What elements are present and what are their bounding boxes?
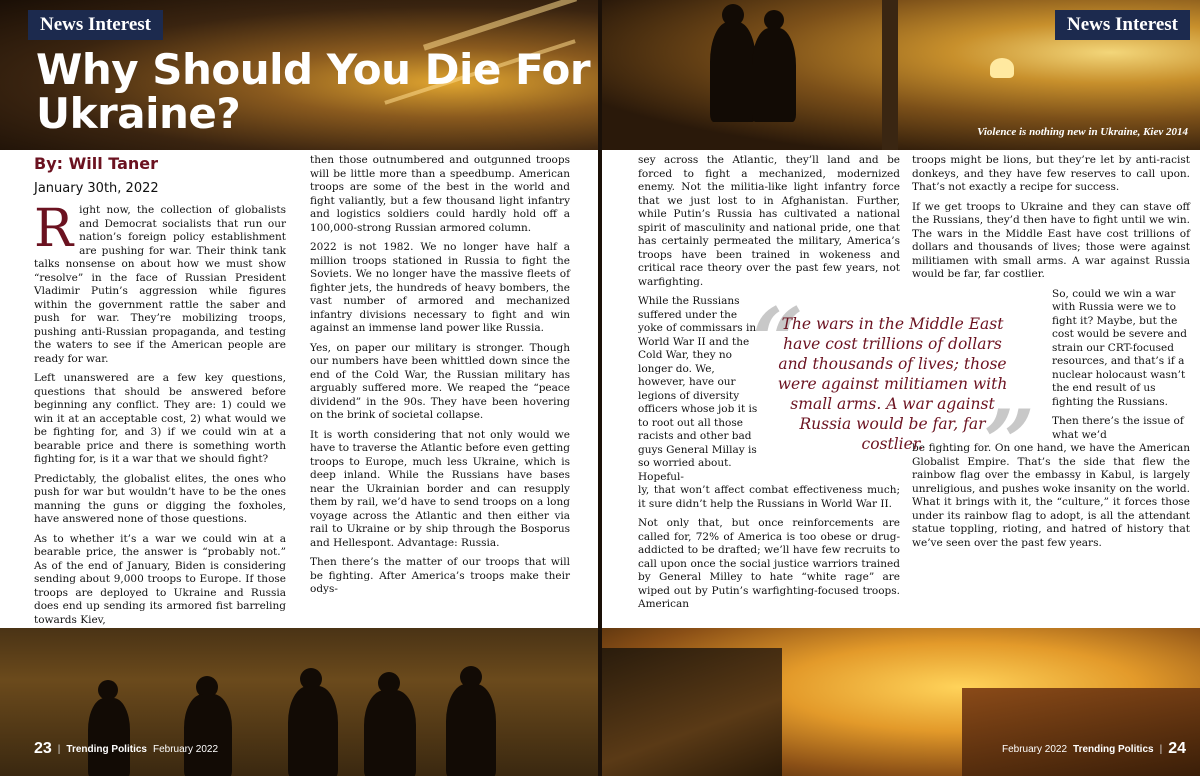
figure-silhouette (184, 694, 232, 776)
figure-silhouette (752, 28, 796, 122)
rubble-area (962, 688, 1200, 776)
paragraph: 2022 is not 1982. We no longer have half a million troops stationed in Russia to fight the Soviets. We no longer have the massive fleets of fighter jets, the hundreds of heavy bombers, the vast number of armored and mechanized infantry divisions necessary to fight and win against an immense land power like Russia. (310, 241, 570, 334)
paragraph: Then there’s the matter of our troops that will be fighting. After America’s troops make their odys- (310, 556, 570, 595)
drop-cap: R (34, 199, 74, 259)
publish-date: January 30th, 2022 (34, 181, 159, 196)
magazine-name: Trending Politics (1073, 743, 1154, 755)
section-tag-right: News Interest (1055, 10, 1190, 40)
figure-silhouette (446, 684, 496, 776)
magazine-name: Trending Politics (66, 743, 147, 755)
paragraph: Yes, on paper our military is stronger. Though our numbers have been whittled down since the end of the Cold War, the Russian military has arguably suffered more. We reaped the “peace dividend” in the 90s. They have been hovering on the brink of societal collapse. (310, 341, 570, 421)
helmet-silhouette (98, 680, 118, 700)
debris-area (602, 648, 782, 776)
issue-date: February 2022 (152, 743, 219, 755)
page-number: 24 (1168, 740, 1186, 757)
paragraph-narrow: While the Russians suffered under the yoke of commissars in World War II and the Cold War, they no longer do. We, however, have our legions of diversity officers whose job it is to root out all those racists and other bad guys General Millay is so worried about. Hopeful- (638, 295, 758, 483)
column-2 (310, 154, 570, 603)
open-quote-mark: “ (752, 288, 804, 394)
paragraph: If we get troops to Ukraine and they can stave off the Russians, they’d then have to fight until we win. The wars in the Middle East have cost trillions of dollars and thousands of lives; those were against militiamen with small arms. A war against Russia would be far, far costlier. (912, 200, 1190, 280)
lamp-light (990, 58, 1014, 78)
left-page (0, 0, 598, 776)
paragraph: Right now, the collection of globalists and Democrat socialists that run our nation’s foreign policy establishment are pushing for war. Their think tank talks nonsense on about how we must show “resolve” in the face of Russian President Vladimir Putin’s aggression while figures within the government rattle the saber and push for war. They’re mobilizing troops, pushing anti-Russian propaganda, and testing the waters to see if the American people are ready for war. (34, 199, 286, 365)
paragraph-narrow: Then there’s the issue of what we’d (1052, 415, 1184, 441)
figure-silhouette (288, 686, 338, 776)
narrow-block (1052, 288, 1190, 443)
page-number: 23 (34, 740, 52, 757)
figure-silhouette (88, 698, 130, 776)
paragraph: It is worth considering that not only would we have to traverse the Atlantic before even getting troops to Europe, much less Ukraine, which is deep inland. While the Russians have bases near the Ukrainian border and can resupply them by rail, we’d have to send troops on a long voyage across the Atlantic and then either via rail to Ukraine or by ship through the Bosporus and Hellespont. Advantage: Russia. (310, 428, 570, 549)
paragraph: be fighting for. On one hand, we have the American Globalist Empire. That’s the side that flew the rainbow flag over the embassy in Kabul, is largely unreligious, and pushes woke insanity on the world. What it brings with it, the “culture,” it forces those under its rainbow flag to adopt, is all the attendant statue toppling, rioting, and hatred of history that we’ve seen over the past few years. (912, 442, 1190, 549)
lamp-post (882, 0, 898, 150)
footer-separator: | (1159, 743, 1163, 755)
figure-head-silhouette (764, 10, 784, 30)
footer-left (34, 740, 218, 758)
light-streak (423, 0, 577, 51)
pull-quote (752, 288, 1035, 496)
paragraph: Predictably, the globalist elites, the ones who push for war but wouldn’t have to be the ones manning the guns or digging the foxholes, have answered none of those questions. (34, 472, 286, 525)
paragraph: ly, that won’t affect combat effectiveness much; it sure didn’t help the Russians in World War II. (638, 484, 900, 510)
paragraph: Not only that, but once reinforcements are called for, 72% of America is too obese or drug-addicted to be drafted; we’ll have few recruits to call upon once the social justice warriors trained by General Milley to hate “white rage” are wiped out by Putin’s warfighting-focused troops. American (638, 517, 900, 610)
pull-quote-text: The wars in the Middle East have cost trillions of dollars and thousands of lives; those were against militiamen with small arms. A war against Russia would be far, far costlier. (777, 315, 1008, 453)
paragraph: troops might be lions, but they’re let by anti-racist donkeys, and they have few reserves to call upon. That’s not exactly a recipe for success. (912, 154, 1190, 193)
figure-silhouette (364, 690, 416, 776)
right-page (602, 0, 1200, 776)
figure-silhouette (710, 22, 756, 122)
section-tag-left: News Interest (28, 10, 163, 40)
article-headline: Why Should You Die For Ukraine? (36, 45, 591, 138)
paragraph: As to whether it’s a war we could win at a bearable price, the answer is “probably not.” As of the end of January, Biden is considering sending about 9,000 troops to Europe. If those troops are deployed to Ukraine and Russia does end up sending its armored fist barreling towards Kiev, (34, 532, 286, 626)
paragraph: sey across the Atlantic, they’ll land and be forced to fight a mechanized, modernized enemy. Not the militia-like light infantry force that we just lost to in Afghanistan. Further, while Putin’s Russia has cultivated a national spirit of masculinity and national pride, one that has certainly permeated the military, America’s troops have been trained in wokeness and critical race theory over the past few years, not warfighting. (638, 154, 900, 288)
close-quote-mark: ” (983, 390, 1035, 496)
article-body-left (0, 150, 598, 628)
footer-right (1002, 740, 1186, 758)
issue-date: February 2022 (1001, 743, 1068, 755)
column-1 (34, 154, 286, 633)
photo-caption: Violence is nothing new in Ukraine, Kiev 2014 (977, 126, 1188, 138)
paragraph: Left unanswered are a few key questions, questions that should be answered before beginning any conflict. They are: 1) could we win it at an acceptable cost, 2) what would we be fighting for, and 3) if we could win at a bearable price and there is something worth fighting for, is it a war that we should fight? (34, 372, 286, 465)
footer-separator: | (57, 743, 61, 755)
paragraph-narrow: So, could we win a war with Russia were we to fight it? Maybe, but the cost would be severe and strain our CRT-focused resources, and that’s if a nuclear holocaust wasn’t the end result of us fighting the Russians. (1052, 287, 1187, 408)
byline: By: Will Taner (34, 154, 159, 173)
article-body-right (602, 150, 1200, 628)
paragraph: then those outnumbered and outgunned troops will be little more than a speedbump. American troops are some of the best in the world and fight valiantly, but a few thousand light infantry and logistics soldiers could hardly hold off a 100,000-strong Russian armored column. (310, 154, 570, 234)
